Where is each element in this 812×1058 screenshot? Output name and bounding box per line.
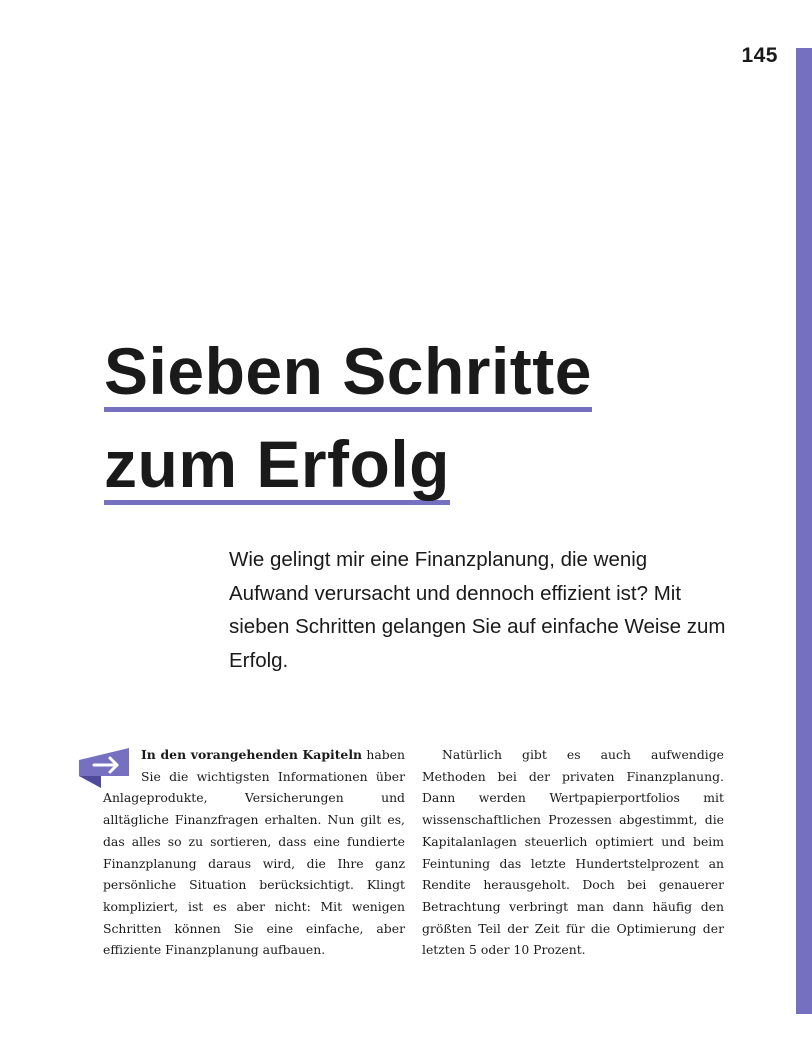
- body-right-text: Natürlich gibt es auch aufwendige Methoden bei der privaten Finanzplanung. Dann werden Wertpapierportfolios mit wissenschaftlichen Prozessen abgestimmt, die Kapitalanlagen steuerlich optimiert und beim Feintuning das letzte Hundertstelprozent an Rendite herausgeholt. Doch bei genauerer Betrachtung verbringt man dann häufig den größten Teil der Zeit für die Optimierung der letzten 5 oder 10 Prozent.: [422, 747, 724, 958]
- chapter-lead-text: Wie gelingt mir eine Finanzplanung, die wenig Aufwand verursacht und dennoch effizient ist? Mit sieben Schritten gelangen Sie auf einfache Weise zum Erfolg.: [229, 548, 726, 672]
- chapter-title-line-1: Sieben Schritte: [104, 335, 592, 412]
- body-column-right: [422, 744, 724, 961]
- page-number: 145: [741, 44, 778, 67]
- chapter-title: [104, 328, 744, 514]
- body-lead-bold: In den vorangehenden Kapiteln: [141, 747, 363, 762]
- body-left-text: haben Sie die wichtigsten Informationen über Anlageprodukte, Versicherungen und alltägliche Finanzfragen erhalten. Nun gilt es, das alles so zu sortieren, dass eine fundierte Finanzplanung daraus wird, die Ihre ganz persönliche Situation berücksichtigt. Klingt kompliziert, ist es aber nicht: Mit wenigen Schritten können Sie eine einfache, aber effiziente Finanzplanung aufbauen.: [103, 747, 405, 958]
- icon-spacer: [103, 744, 141, 784]
- body-column-left: [103, 744, 405, 961]
- side-accent-bar: [796, 48, 812, 1014]
- chapter-title-line-2: zum Erfolg: [104, 428, 450, 505]
